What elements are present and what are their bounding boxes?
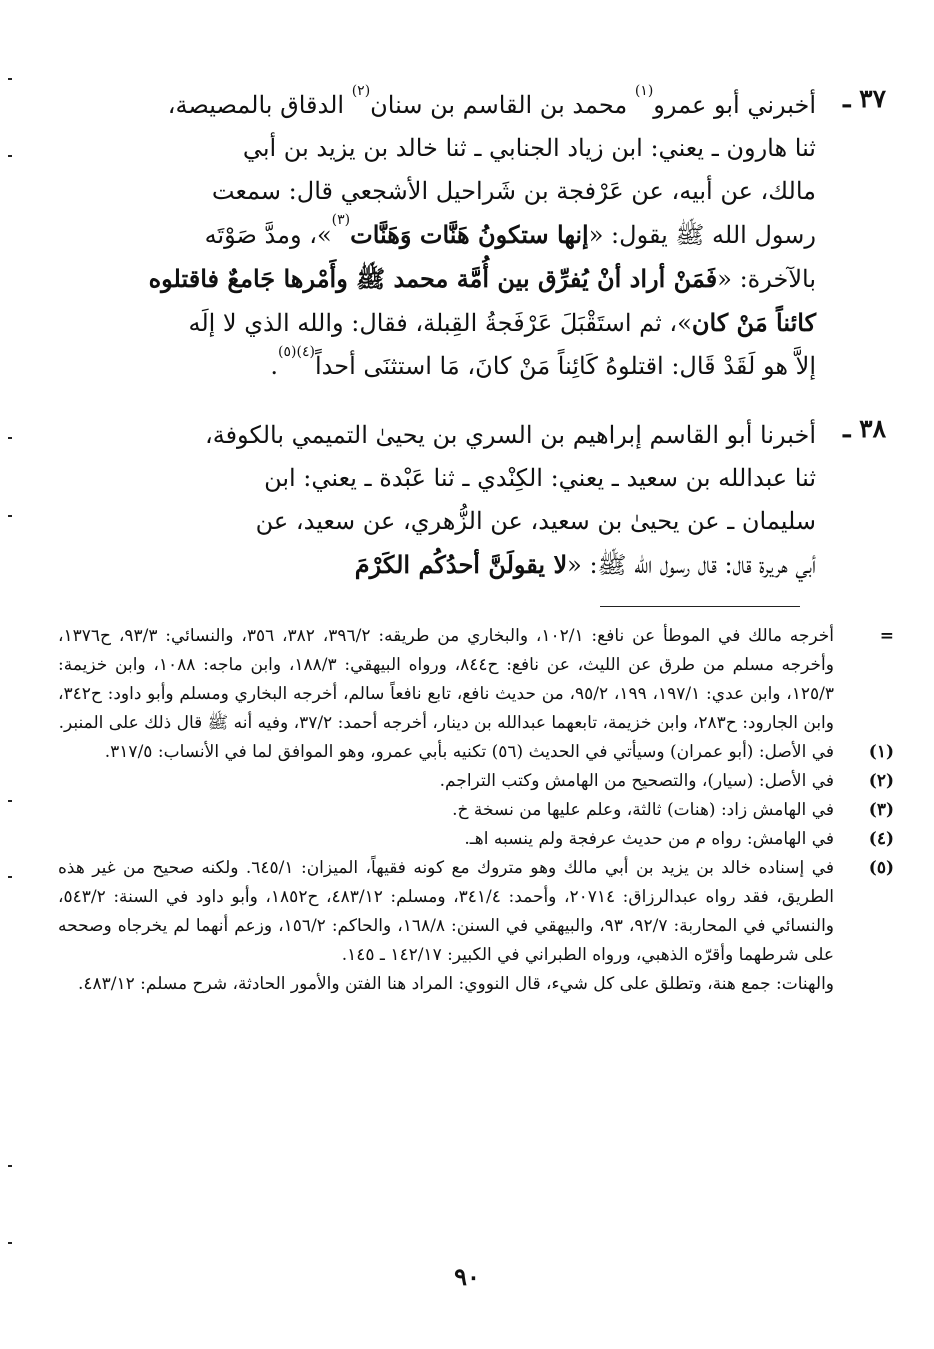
scan-mark: [8, 515, 12, 517]
hadith-number: ٣٨ ـ: [843, 414, 886, 443]
footnote: (٤) في الهامش: رواه م من حديث عرفجة ولم ينسبه اهـ.: [58, 825, 894, 854]
footnote: (٥) في إسناده خالد بن يزيد بن أبي مالك وهو متروك مع كونه فقيهاً، الميزان: ٦٤٥/١. ولكنه صحيح من غير هذه الطريق، فقد رواه عبدالرزاق: ٢٠٧١٤، وأحمد: ٣٤١/٤، ومسلم: ٤٨٣/١٢، ح١٨٥٢، وأبو داود في السنة: ٥٤٣/٢، والنسائي في المحاربة: ٩٢/٧، ٩٣، والبيهقي في السنن: ١٦٨/٨، والحاكم: ١٥٦/٢، وزعم أنهما لم يخرجاه وصححه على شرطهما وأقرّه الذهبي، ورواه الطبراني في الكبير: ١٤٢/١٧ ـ ١٤٥.: [58, 854, 894, 970]
text-line: مالك، عن أبيه، عن عَرْفجة بن شَراحيل الأشجعي قال: سمعت: [211, 177, 816, 205]
footnote-mark: (٢): [868, 771, 894, 791]
text-line: إلاَّ هو لَقَدْ قَال: اقتلوهُ كَائِناً مَنْ كانَ، مَا استثنَى أحداً$^{(٤)(٥)}$.: [270, 344, 816, 380]
footnote: (١) في الأصل: (أبو عمران) وسيأتي في الحديث (٥٦) تكنيه بأبي عمرو، وهو الموافق لما في الأنساب: ٣١٧/٥.: [58, 738, 894, 767]
footnote-mark: =: [879, 626, 894, 646]
footnote-ref: (١): [634, 83, 654, 99]
scan-mark: [8, 876, 12, 878]
text-line: رسول الله ﷺ يقول: «إنها ستكونُ هَنَّات وَهَنَّات$^{(٣)}$»، ومدَّ صَوْتَه: [204, 212, 816, 249]
footnote: والهنات: جمع هنة، وتطلق على كل شيء، قال النووي: المراد هنا الفتن والأمور الحادثة، شرح مسلم: ٤٨٣/١٢.: [77, 974, 834, 994]
footnote-separator: [600, 606, 800, 607]
footnote-mark: (٣): [868, 800, 894, 820]
hadith-number: ٣٧ ـ: [843, 84, 886, 113]
text-line: بالآخرة: «فَمَنْ أراد أنْ يُفرِّق بين أُمَّة محمد ﷺ وأَمْرها جَامعٌ فاقتلوه: [148, 264, 816, 293]
footnotes: [58, 622, 894, 999]
text-line: أبي هريرة قال: قال رسول الله ﷺ: «لا يقولَنَّ أحدُكُم الكَرْمَ: [354, 550, 816, 579]
text-line: سليمان ـ عن يحيىٰ بن سعيد، عن الزُّهري، عن سعيد، عن: [255, 507, 816, 535]
scan-mark: [8, 1242, 12, 1244]
text-line: ثنا عبدالله بن سعيد ـ يعني: الكِنْدي ـ ثنا عَبْدة ـ يعني: ابن: [264, 464, 816, 492]
scan-mark: [8, 78, 12, 80]
text-line: أخبرني أبو عمرو$^{(١)}$ محمد بن القاسم بن سنان$^{(٢)}$ الدقاق بالمصيصة،: [167, 83, 816, 119]
footnote-mark: (١): [868, 742, 894, 762]
footnote: (٢) في الأصل: (سيار)، والتصحيح من الهامش وكتب التراجم.: [58, 767, 894, 796]
scan-mark: [8, 1165, 12, 1167]
footnote-mark: (٥): [868, 858, 894, 878]
text-line: أخبرنا أبو القاسم إبراهيم بن السري بن يحيىٰ التميمي بالكوفة،: [204, 421, 816, 449]
text-line: ثنا هارون ـ يعني: ابن زياد الجنابي ـ ثنا خالد بن يزيد بن أبي: [242, 134, 816, 162]
footnote: (٣) في الهامش زاد: (هنات) ثالثة، وعلم عليها من نسخة خ.: [58, 796, 894, 825]
scan-mark: [8, 437, 12, 439]
hadith-37: [60, 84, 816, 388]
footnote-mark: (٤): [868, 829, 894, 849]
text-line: كائناً مَنْ كان»، ثم استَقْبَلَ عَرْفَجةُ القِبلة، فقال: والله الذي لا إلَه: [188, 308, 816, 337]
footnote-ref: (٣): [331, 212, 351, 228]
hadith-38: [60, 414, 816, 587]
footnote-ref: (٤)(٥): [278, 344, 315, 360]
footnote: = أخرجه مالك في الموطأ عن نافع: ١٠٢/١، والبخاري من طريقه: ٣٩٦/٢، ٣٨٢، ٣٥٦، والنسائي: ٩٣/٣، ح١٣٧٦، وأخرجه مسلم من طرق عن الليث، عن نافع: ح٨٤٤، ورواه البيهقي: ١٨٨/٣، وابن ماجه: ١٠٨٨، وابن خزيمة: ١٢٥/٣، وابن عدي: ١٩٧/١، ١٩٩، ٩٥/٢، من حديث نافع، تابع نافعاً سالم، أخرجه البخاري ومسلم وأبو داود: ح٣٤٢، وابن الجارود: ح٢٨٣، وابن خزيمة، تابعهما عبدالله بن دينار، أخرجه أحمد: ٣٧/٢، وفيه أنه ﷺ قال ذلك على المنبر.: [58, 622, 894, 738]
scan-mark: [8, 800, 12, 802]
page-number: ٩٠: [454, 1262, 480, 1291]
scan-mark: [8, 155, 12, 157]
footnote-ref: (٢): [351, 83, 371, 99]
